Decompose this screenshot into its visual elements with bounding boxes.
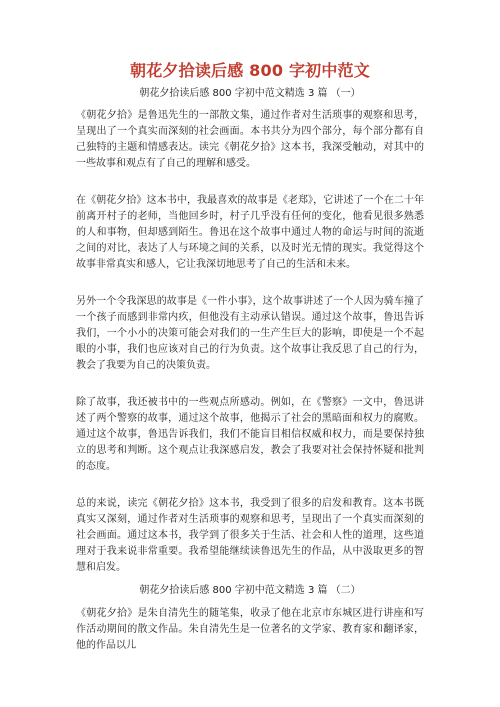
paragraph-4: 除了故事，我还被书中的一些观点所感动。例如，在《警察》一文中，鲁迅讲述了两个警察的故事，通过这个故事，他揭示了社会的黑暗面和权力的腐败。通过这个故事，鲁迅告诉我们，我们不能盲目相信权威和权力，而是要保持独立的思考和判断。这个观点让我深感启发，教会了我要对社会保持怀疑和批判的态度。 bbox=[76, 397, 424, 472]
document-title: 朝花夕拾读后感 800 字初中范文 bbox=[130, 61, 370, 80]
paragraph-5: 总的来说，读完《朝花夕拾》这本书，我受到了很多的启发和教育。这本书既真实又深刻，通过作者对生活琐事的观察和思考，呈现出了一个真实而深刻的社会画面。通过这本书，我学到了很多关于生活、社会和人性的道理，这些道理对于我来说非常重要。我希望能继续读鲁迅先生的作品，从中汲取更多的智慧和启发。 bbox=[76, 498, 424, 573]
paragraph-3: 另外一个令我深思的故事是《一件小事》，这个故事讲述了一个人因为骑车撞了一个孩子而感到非常内疚，但他没有主动承认错误。通过这个故事，鲁迅告诉我们，一个小小的决策可能会对我们的一生产生巨大的影响，即使是一个不起眼的小事，我们也应该对自己的行为负责。这个故事让我反思了自己的行为，教会了我要为自己的决策负责。 bbox=[76, 296, 424, 371]
section-heading-1: 朝花夕拾读后感 800 字初中范文精选 3 篇 （一） bbox=[139, 88, 361, 99]
paragraph-2: 在《朝花夕拾》这本书中，我最喜欢的故事是《老郑》，它讲述了一个在二十年前离开村子的老师，当他回乡时，村子几乎没有任何的变化，他看见很多熟悉的人和事物，但却感到陌生。鲁迅在这个故事中通过人物的命运与时间的流逝之间的对比，表达了人与环境之间的关系，以及时光无情的现实。我觉得这个故事非常真实和感人，它让我深切地思考了自己的生活和未来。 bbox=[76, 195, 424, 270]
paragraph-6: 《朝花夕拾》是朱自清先生的随笔集，收录了他在北京市东城区进行讲座和写作活动期间的散文作品。朱自清先生是一位著名的文学家、教育家和翻译家，他的作品以儿 bbox=[76, 608, 424, 651]
section-heading-2: 朝花夕拾读后感 800 字初中范文精选 3 篇 （二） bbox=[139, 585, 361, 596]
paragraph-1: 《朝花夕拾》是鲁迅先生的一部散文集，通过作者对生活琐事的观察和思考，呈现出了一个真实而深刻的社会画面。本书共分为四个部分，每个部分都有自己独特的主题和情感表达。读完《朝花夕拾》这本书，我深受触动，对其中的一些故事和观点有了自己的理解和感受。 bbox=[76, 110, 424, 169]
